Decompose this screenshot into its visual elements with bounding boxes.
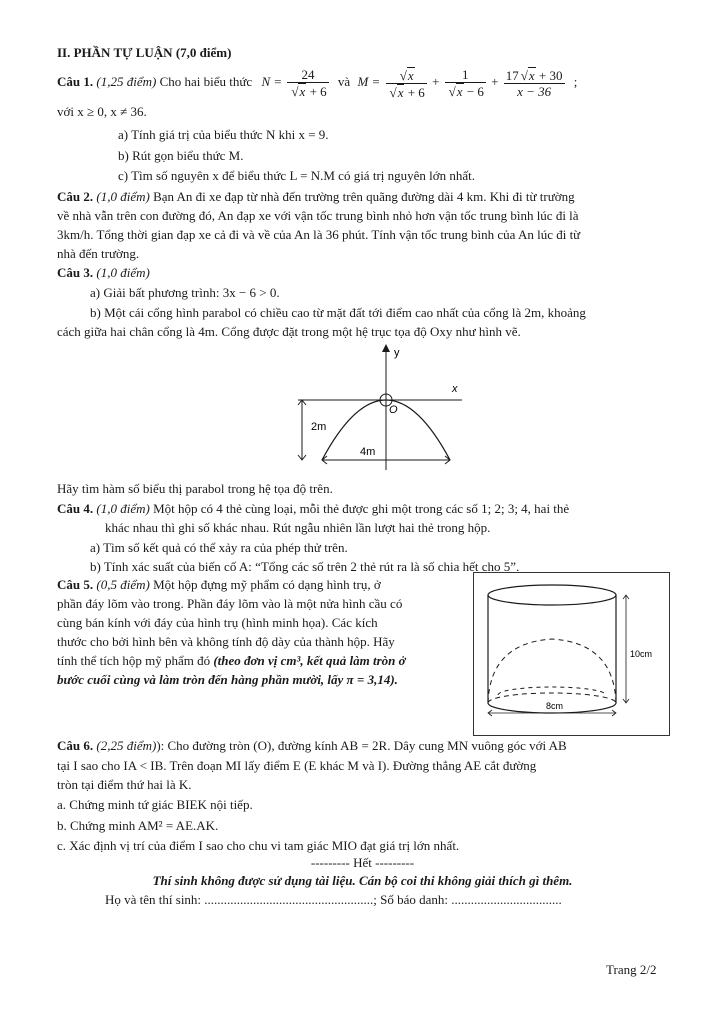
q5-label: Câu 5. bbox=[57, 577, 94, 592]
q3-part-b-line1: b) Một cái cổng hình parabol có chiều cao từ mặt đất tới điểm cao nhất của cổng là 2m, khoảng bbox=[90, 305, 586, 320]
q1-part-b: b) Rút gọn biểu thức M. bbox=[118, 148, 244, 163]
q2-label: Câu 2. bbox=[57, 189, 94, 204]
page-number: Trang 2/2 bbox=[606, 962, 657, 977]
q1-m-t2-den-rest: − 6 bbox=[466, 84, 484, 100]
q2-line2: về nhà vẫn trên con đường đó, An đạp xe với vận tốc trung bình nhỏ hơn vận tốc trung bình lúc đi là bbox=[57, 208, 579, 223]
q1-part-c: c) Tìm số nguyên x để biểu thức L = N.M có giá trị nguyên lớn nhất. bbox=[118, 168, 476, 183]
q5-line6: bước cuối cùng và làm tròn đến hàng phần mười, lấy π = 3,14). bbox=[57, 672, 398, 687]
q5-text5-italic: (theo đơn vị cm³, kết quả làm tròn ở bbox=[213, 653, 406, 668]
q5-line2: phần đáy lõm vào trong. Phần đáy lõm vào là một nửa hình cầu có bbox=[57, 596, 403, 611]
q6-part-b: b. Chứng minh AM² = AE.AK. bbox=[57, 818, 219, 833]
q2-line1 bbox=[57, 189, 575, 205]
q1-m-t1-num-root: √ x bbox=[407, 67, 415, 83]
q1-n-fraction bbox=[287, 67, 328, 99]
q1-n-lhs: N = bbox=[261, 74, 283, 89]
q1-n-num: 24 bbox=[287, 67, 328, 83]
section-title: II. PHẦN TỰ LUẬN (7,0 điểm) bbox=[57, 45, 232, 60]
diameter-label: 8cm bbox=[546, 701, 564, 711]
q6-line2: tại I sao cho IA < IB. Trên đoạn MI lấy điểm E (E khác M và I). Đường thẳng AE cắt đường bbox=[57, 758, 537, 773]
q5-line3: cùng bán kính với đáy của hình trụ (hình minh họa). Các kích bbox=[57, 615, 378, 630]
end-mark: --------- Hết --------- bbox=[310, 855, 415, 870]
origin-label: O bbox=[389, 404, 398, 416]
candidate-info: Họ và tên thí sinh: ....................................................; Số báo danh: .................................. bbox=[105, 892, 562, 907]
y-label: y bbox=[394, 347, 400, 359]
q6-part-c: c. Xác định vị trí của điểm I sao cho chu vi tam giác MIO đạt giá trị lớn nhất. bbox=[57, 838, 460, 853]
q5-text5-pre: tính thể tích hộp mỹ phẩm đó bbox=[57, 653, 211, 668]
q3-ask: Hãy tìm hàm số biểu thị parabol trong hệ tọa độ trên. bbox=[57, 481, 333, 496]
q4-points: (1,0 điểm) bbox=[96, 501, 150, 516]
q1-condition: với x ≥ 0, x ≠ 36. bbox=[57, 104, 147, 119]
q3-points: (1,0 điểm) bbox=[96, 265, 150, 280]
q5-text1: Một hộp đựng mỹ phẩm có dạng hình trụ, ở bbox=[153, 577, 381, 592]
q4-text1: Một hộp có 4 thẻ cùng loại, mỗi thẻ được ghi một trong các số 1; 2; 3; 4, hai thẻ bbox=[153, 501, 570, 516]
q6-points: (2,25 điểm) bbox=[96, 738, 157, 753]
q1-m-t2-num: 1 bbox=[445, 67, 486, 83]
q1-m-t3-den: x − 36 bbox=[517, 84, 552, 100]
cylinder-height-label: 10cm bbox=[630, 649, 653, 659]
q1-m-term3 bbox=[504, 67, 565, 99]
q1-n-den-rest: + 6 bbox=[309, 84, 327, 100]
q6-label: Câu 6. bbox=[57, 738, 94, 753]
q1-m-term1 bbox=[386, 67, 427, 100]
width-label: 4m bbox=[360, 446, 376, 458]
cylinder-figure bbox=[474, 573, 669, 735]
q4-label: Câu 4. bbox=[57, 501, 94, 516]
q1-m-t2-den-root: √ x bbox=[456, 83, 464, 99]
q2-line4: nhà đến trường. bbox=[57, 246, 140, 261]
cylinder-figure-frame bbox=[473, 572, 670, 736]
q1-plus-1: + bbox=[432, 74, 440, 89]
q1-n-den-root: √ x bbox=[298, 83, 306, 99]
x-label: x bbox=[452, 383, 458, 395]
q6-line1 bbox=[57, 738, 567, 754]
q3-header bbox=[57, 265, 150, 281]
height-label: 2m bbox=[311, 421, 327, 433]
q1-plus-2: + bbox=[491, 74, 499, 89]
q5-line5 bbox=[57, 653, 406, 669]
parabola-gate-figure bbox=[290, 342, 470, 472]
q3-label: Câu 3. bbox=[57, 265, 94, 280]
q6-line3: tròn tại điểm thứ hai là K. bbox=[57, 777, 192, 792]
cylinder-top-ellipse bbox=[488, 585, 616, 605]
q5-line1 bbox=[57, 577, 381, 593]
q1-m-t1-den-root: √ x bbox=[397, 84, 405, 100]
q5-line4: thước cho bởi hình bên và không tính độ dày của thành hộp. Hãy bbox=[57, 634, 395, 649]
q4-part-b: b) Tính xác suất của biến cố A: “Tổng các số trên 2 thẻ rút ra là số chia hết cho 5”. bbox=[90, 559, 520, 574]
q2-points: (1,0 điểm) bbox=[96, 189, 150, 204]
q1-semicolon: ; bbox=[573, 74, 578, 89]
q1-m-t3-num-root: √ x bbox=[528, 67, 536, 83]
q1-m-t3-num-rest: + 30 bbox=[538, 68, 563, 84]
q4-line1 bbox=[57, 501, 569, 517]
hemisphere-inner bbox=[498, 687, 606, 695]
q1-m-term2 bbox=[445, 67, 486, 99]
q1-intro: Cho hai biểu thức bbox=[159, 74, 253, 89]
q1-m-lhs: M = bbox=[357, 74, 381, 89]
q1-points: (1,25 điểm) bbox=[96, 74, 157, 89]
q1-m-t3-num-pre: 17 bbox=[505, 68, 519, 84]
q5-points: (0,5 điểm) bbox=[96, 577, 150, 592]
q4-part-a: a) Tìm số kết quả có thể xảy ra của phép thử trên. bbox=[90, 540, 348, 555]
q1-and: và bbox=[337, 74, 351, 89]
q6-part-a: a. Chứng minh tứ giác BIEK nội tiếp. bbox=[57, 797, 253, 812]
q1-part-a: a) Tính giá trị của biểu thức N khi x = 9. bbox=[118, 127, 329, 142]
q1-label: Câu 1. bbox=[57, 74, 94, 89]
q3-part-a: a) Giải bất phương trình: 3x − 6 > 0. bbox=[90, 285, 280, 300]
q4-line2: khác nhau thì ghi số khác nhau. Rút ngẫu nhiên lần lượt hai thẻ trong hộp. bbox=[105, 520, 491, 535]
q1-m-t1-den-rest: + 6 bbox=[407, 84, 425, 100]
exam-note: Thí sinh không được sử dụng tài liệu. Cán bộ coi thi không giải thích gì thêm. bbox=[152, 873, 573, 888]
q2-text1: Bạn An đi xe đạp từ nhà đến trường trên quãng đường dài 4 km. Khi đi từ trường bbox=[153, 189, 575, 204]
q1-header bbox=[57, 62, 577, 102]
q6-text1: ): Cho đường tròn (O), đường kính AB = 2R. Dây cung MN vuông góc với AB bbox=[156, 738, 567, 753]
q2-line3: 3km/h. Tổng thời gian đạp xe cả đi và về của An là 36 phút. Tính vận tốc trung bình của An lúc đi từ bbox=[57, 227, 581, 242]
q3-part-b-line2: cách giữa hai chân cổng là 4m. Cổng được đặt trong một hệ trục tọa độ Oxy như hình vẽ. bbox=[57, 324, 521, 339]
